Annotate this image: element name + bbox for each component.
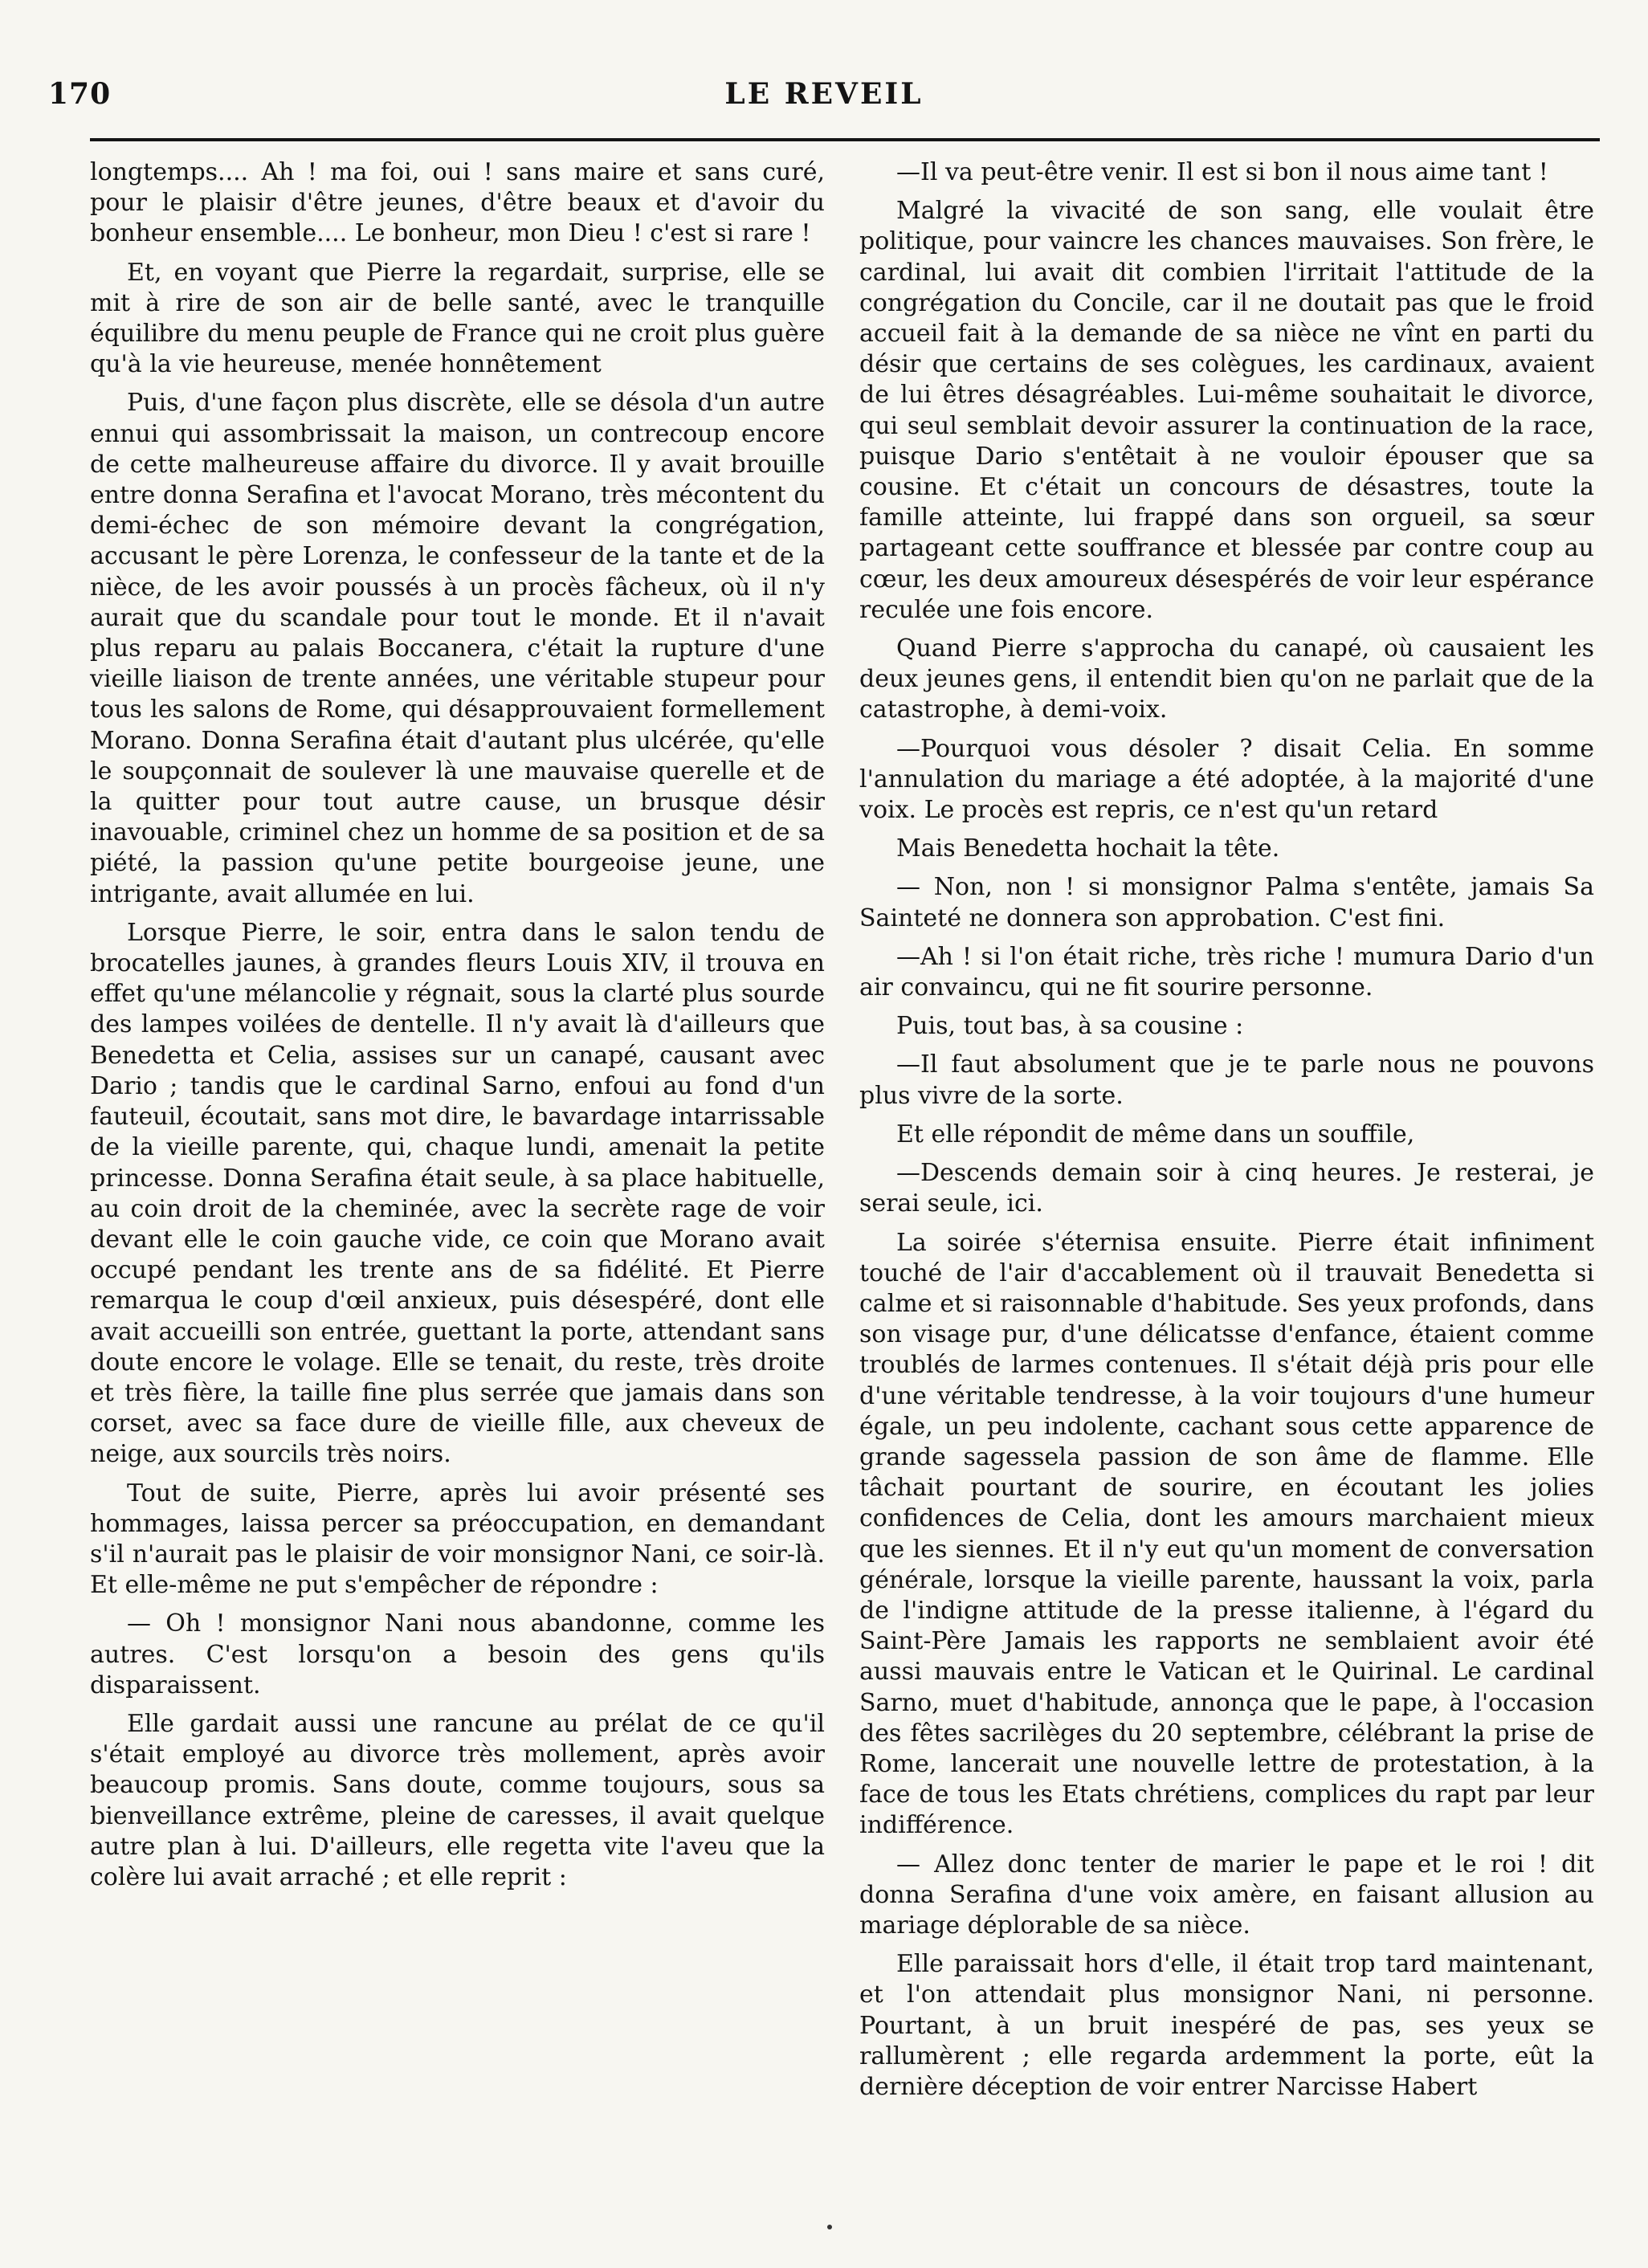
- print-speck: [827, 2225, 832, 2229]
- paragraph: Elle gardait aussi une rancune au prélat de ce qu'il s'était employé au divorce très mollement, après avoir beaucoup promis. Sans doute, comme toujours, sous sa bienveillance extrême, pleine de caresses, il avait quelque autre plan à lui. D'ailleurs, elle regetta vite l'aveu que la colère lui avait arraché ; et elle reprit :: [90, 1709, 825, 1891]
- page-number: 170: [48, 77, 112, 111]
- paragraph: —Il va peut-être venir. Il est si bon il nous aime tant !: [896, 158, 1548, 186]
- paragraph: Puis, d'une façon plus discrète, elle se désola d'un autre ennui qui assombrissait la maison, un contrecoup encore de cette malheureuse affaire du divorce. Il y avait brouille entre donna Serafina et l'avocat Morano, très mécontent du demi-échec de son mémoire devant la congrégation, accusant le père Lorenza, le confesseur de la tante et de la nièce, de les avoir poussés à un procès fâcheux, où il n'y aurait que du scandale pour tout le monde. Et il n'avait plus reparu au palais Boccanera, c'était la rupture d'une vieille liaison de trente années, une véritable stupeur pour tous les salons de Rome, qui désapprouvaient formellement Morano. Donna Serafina était d'autant plus ulcérée, qu'elle le soupçonnait de soulever là une mauvaise querelle et de la quitter pour tout autre cause, un brusque désir inavouable, criminel chez un homme de sa position et de sa piété, la passion qu'une petite bourgeoise jeune, une intrigante, avait allumée en lui.: [90, 389, 825, 908]
- right-column: [859, 157, 1594, 2111]
- paragraph: —Il faut absolument que je te parle nous ne pouvons plus vivre de la sorte.: [859, 1050, 1594, 1110]
- header-rule: [90, 138, 1600, 141]
- paragraph: Et elle répondit de même dans un souffile,: [896, 1120, 1415, 1148]
- paragraph: La soirée s'éternisa ensuite. Pierre était infiniment touché de l'air d'accablement où il trauvait Benedetta si calme et si raisonnable d'habitude. Ses yeux profonds, dans son visage pur, d'une délicatsse d'enfance, étaient comme troublés de larmes contenues. Il s'était déjà pris pour elle d'une véritable tendresse, à la voir toujours d'une humeur égale, un peu indolente, cachant sous cette apparence de grande sagessela passion de son âme de flamme. Elle tâchait pourtant de sourire, en écoutant les jolies confidences de Celia, dont les amours marchaient mieux que les siennes. Et il n'y eut qu'un moment de conversation générale, lorsque la vieille parente, haussant la voix, parla de l'indigne attitude de la presse italienne, à l'égard du Saint-Père Jamais les rapports ne semblaient avoir été aussi mauvais entre le Vatican et le Quirinal. Le cardinal Sarno, muet d'habitude, annonça que le pape, à l'occasion des fêtes sacrilèges du 20 septembre, célébrant la prise de Rome, lancerait une nouvelle lettre de protestation, à la face de tous les Etats chrétiens, complices du rapt par leur indifférence.: [859, 1228, 1594, 1840]
- paragraph: Malgré la vivacité de son sang, elle voulait être politique, pour vaincre les chances mauvaises. Son frère, le cardinal, lui avait dit combien l'irritait l'attitude de la congrégation du Concile, car il ne doutait pas que le froid accueil fait à la demande de sa nièce ne vînt en parti du désir que certains de ses colègues, les cardinaux, avaient de lui êtres désagréables. Lui-même souhaitait le divorce, qui seul semblait devoir assurer la continuation de la race, puisque Dario s'entêtait à ne vouloir épouser que sa cousine. Et c'était un concours de désastres, toute la famille atteinte, lui frappé dans son orgueil, sa sœur partageant cette souffrance et blessée par contre coup au cœur, les deux amoureux désespérés de voir leur espérance reculée une fois encore.: [859, 197, 1594, 624]
- paragraph: Tout de suite, Pierre, après lui avoir présenté ses hommages, laissa percer sa préoccupation, en demandant s'il n'aurait pas le plaisir de voir monsignor Nani, ce soir-là. Et elle-même ne put s'empêcher de répondre :: [90, 1479, 825, 1600]
- paragraph: — Oh ! monsignor Nani nous abandonne, comme les autres. C'est lorsqu'on a besoin des gens qu'ils disparaissent.: [90, 1609, 825, 1699]
- paragraph: Puis, tout bas, à sa cousine :: [896, 1012, 1244, 1041]
- paragraph: Lorsque Pierre, le soir, entra dans le salon tendu de brocatelles jaunes, à grandes fleurs Louis XIV, il trouva en effet qu'une mélancolie y régnait, sous la clarté plus sourde des lampes voilées de dentelle. Il n'y avait là d'ailleurs que Benedetta et Celia, assises sur un canapé, causant avec Dario ; tandis que le cardinal Sarno, enfoui au fond d'un fauteuil, écoutait, sans mot dire, le bavardage intarrissable de la vieille parente, qui, chaque lundi, amenait la petite princesse. Donna Serafina était seule, à sa place habituelle, au coin droit de la cheminée, avec la secrète rage de voir devant elle le coin gauche vide, ce coin que Morano avait occupé pendant les trente ans de sa fidélité. Et Pierre remarqua le coup d'œil anxieux, puis désespéré, dont elle avait accueilli son entrée, guettant la porte, attendant sans doute encore le volage. Elle se tenait, du reste, très droite et très fière, la taille fine plus serrée que jamais dans son corset, avec sa face dure de vieille fille, aux cheveux de neige, aux sourcils très noirs.: [90, 918, 825, 1469]
- paragraph: —Descends demain soir à cinq heures. Je resterai, je serai seule, ici.: [859, 1159, 1594, 1218]
- running-head: LE REVEIL: [724, 77, 924, 111]
- paragraph: — Allez donc tenter de marier le pape et le roi ! dit donna Serafina d'une voix amère, en faisant allusion au mariage déplorable de sa nièce.: [859, 1850, 1594, 1940]
- paragraph: —Pourquoi vous désoler ? disait Celia. En somme l'annulation du mariage a été adoptée, à la majorité d'une voix. Le procès est repris, ce n'est qu'un retard: [859, 734, 1594, 825]
- paragraph: —Ah ! si l'on était riche, très riche ! mumura Dario d'un air convaincu, qui ne fit sourire personne.: [859, 942, 1594, 1002]
- paragraph: longtemps.... Ah ! ma foi, oui ! sans maire et sans curé, pour le plaisir d'être jeunes, d'être beaux et d'avoir du bonheur ensemble.... Le bonheur, mon Dieu ! c'est si rare !: [90, 158, 825, 248]
- paragraph: Elle paraissait hors d'elle, il était trop tard maintenant, et l'on attendait plus monsignor Nani, ni personne. Pourtant, à un bruit inespéré de pas, ses yeux se rallumèrent ; elle regarda ardemment la porte, eût la dernière déception de voir entrer Narcisse Habert: [859, 1950, 1594, 2101]
- page-header: [48, 77, 1600, 127]
- paragraph: Et, en voyant que Pierre la regardait, surprise, elle se mit à rire de son air de belle santé, avec le tranquille équilibre du menu peuple de France qui ne croit plus guère qu'à la vie heureuse, menée honnêtement: [90, 258, 825, 379]
- paragraph: Quand Pierre s'approcha du canapé, où causaient les deux jeunes gens, il entendit bien qu'on ne parlait que de la catastrophe, à demi-voix.: [859, 634, 1594, 724]
- left-column: [90, 157, 825, 1901]
- paragraph: Mais Benedetta hochait la tête.: [896, 834, 1280, 863]
- paragraph: — Non, non ! si monsignor Palma s'entête, jamais Sa Sainteté ne donnera son approbation. C'est fini.: [859, 873, 1594, 932]
